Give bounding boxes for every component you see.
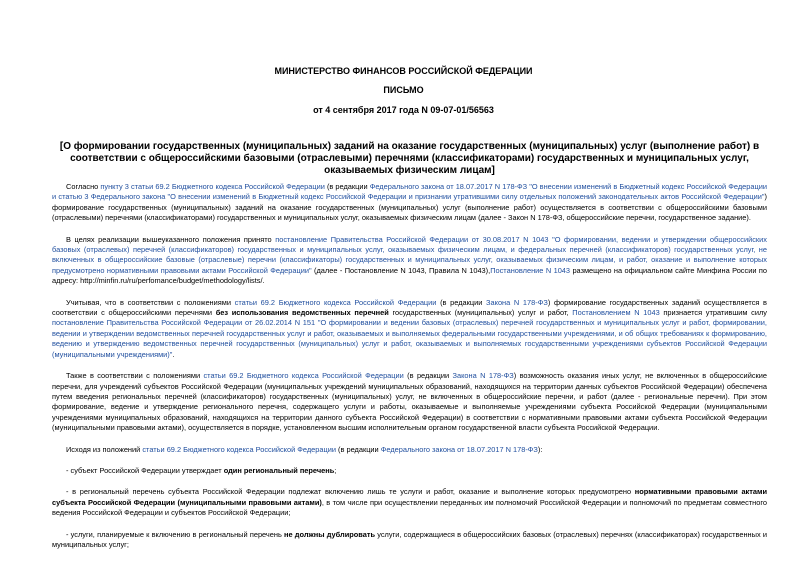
text: Также в соответствии с положениями: [66, 371, 204, 381]
text: ;: [334, 465, 337, 475]
ministry-heading: МИНИСТЕРСТВО ФИНАНСОВ РОССИЙСКОЙ ФЕДЕРАЦИИ: [274, 66, 533, 76]
link-resolution-151[interactable]: постановление Правительства Российской Федерации от 26.02.2014 N 151 "О формировании и ведении базовых (отраслевых) перечней государственных и муниципальных услуг и работ, формировании, ведении и утверждении ведомственных перечней государственных услуг и работ, оказываемых и выполняемых федеральными государственными учреждениями, и об общих требованиях к формированию, ведению и утверждению ведомственных перечней государственных (муниципальных) услуг и работ, оказываемых и выполняемых государственными учреждениями субъектов Российской Федерации (муниципальными учреждениями)": [52, 318, 767, 359]
text: - субъект Российской Федерации утверждает: [66, 465, 224, 475]
text: .: [172, 349, 175, 359]
text: Учитывая, что в соответствии с положениями: [66, 297, 235, 307]
link-law-178[interactable]: Закона N 178-ФЗ: [486, 297, 548, 307]
text: - в региональный перечень субъекта Российской Федерации подлежат включению лишь те услуги и работ, оказание и выполнение которых предусмотрено: [66, 487, 635, 497]
document-kind: ПИСЬМО: [383, 85, 424, 95]
link-budget-code-art-69-2[interactable]: статьи 69.2 Бюджетного кодекса Российской Федерации: [203, 371, 404, 381]
text: ) возможность оказания иных услуг, не включенных в общероссийские перечни, для учреждений субъектов Российской Федерации (муниципальных учреждений муниципальных образований, находящихся на территории данных субъектов Российской Федерации) обеспечена путем введения региональных перечней (классификаторов) государственных (муниципальных) услуг, не включенных в общероссийские перечни, и работ (далее - региональные перечни). При этом формирование, ведение и утверждение регионального перечня, содержащего услуги и работы, оказываемые и выполняемые учреждениями субъекта Российской Федерации (муниципальными учреждениями муниципальных образований, находящихся на территории данного субъекта Российской Федерации) в соответствии с нормативными правовыми актами субъекта Российской Федерации (муниципальными правовыми актами), осуществляется в порядке, установленном высшим исполнительным органом государственной власти субъекта Российской Федерации.: [52, 371, 767, 433]
text: услуги, содержащиеся в общероссийских базовых (отраслевых) перечнях (классификаторах) государственных и муниципальных услуг;: [52, 529, 767, 549]
text: (далее - Постановление N 1043, Правила N 1043),: [311, 265, 491, 275]
text: ) формирование государственных (муниципальных) заданий на оказание государственных (муниципальных) услуг (выполнение работ) осуществляется в соответствии с общероссийскими базовыми (отраслевыми) перечнями (классификаторами) государственных и муниципальных услуг, оказываемых физическим лицам (далее - Закон N 178-ФЗ, общероссийские перечни, государственное задание).: [52, 192, 767, 223]
paragraph-4: [52, 371, 767, 433]
link-budget-code-art-69-2[interactable]: статьи 69.2 Бюджетного кодекса Российской Федерации: [234, 297, 437, 307]
paragraph-7: [52, 487, 767, 518]
link-resolution-1043-short[interactable]: Постановление N 1043: [490, 265, 571, 275]
text: размещено на официальном сайте Минфина России по адресу: http://minfin.ru/ru/perfomance/budget/methodology/lists/.: [52, 265, 767, 286]
text: государственных (муниципальных) услуг и работ,: [388, 308, 573, 318]
document-body: [52, 182, 767, 561]
text: (в редакции: [436, 297, 487, 307]
text: , в том числе при осуществлении переданных им полномочий Российской Федерации и полномочий по предметам совместного ведения Российской Федерации и субъектов Российской Федерации;: [52, 497, 767, 518]
link-law-178[interactable]: Закона N 178-ФЗ: [452, 371, 514, 381]
link-budget-code-art-69-2[interactable]: статьи 69.2 Бюджетного кодекса Российской Федерации: [142, 444, 336, 454]
link-budget-code-art-69-2-p3[interactable]: пункту 3 статьи 69.2 Бюджетного кодекса Российской Федерации: [100, 182, 325, 191]
document-date-number: от 4 сентября 2017 года N 09-07-01/56563: [313, 105, 494, 115]
text: Согласно: [66, 182, 101, 191]
paragraph-5: [52, 445, 767, 455]
paragraph-6: [52, 466, 767, 476]
paragraph-8: [52, 530, 767, 551]
text: ) формирование государственных заданий осуществляется в соответствии с общероссийскими перечнями: [52, 297, 767, 318]
text: (в редакции: [335, 444, 381, 454]
text: (в редакции: [324, 182, 370, 191]
link-resolution-1043-instr[interactable]: Постановлением N 1043: [572, 308, 660, 318]
text: (в редакции: [403, 371, 453, 381]
text: - услуги, планируемые к включению в региональный перечень: [66, 529, 285, 539]
document-title: [О формировании государственных (муниципальных) заданий на оказание государственных (муниципальных) услуг (выполнение работ) в соответствии с общероссийскими базовыми (отраслевыми) перечнями (классификаторами) государственных и муниципальных услуг, оказываемых физическим лицам]: [59, 141, 760, 176]
text: ):: [537, 444, 543, 454]
link-resolution-1043[interactable]: постановление Правительства Российской Федерации от 30.08.2017 N 1043 "О формировании, ведении и утверждении общероссийских базовых (отраслевых) перечней (классификаторов) государственных и муниципальных услуг, оказываемых физическим лицам, и федеральных перечней (классификаторов) государственных услуг, не включенных в общероссийские базовые (отраслевые) перечни (классификаторы) государственных и муниципальных услуг, оказываемых физическим лицам, и работ, оказание и выполнение которых предусмотрено нормативными правовыми актами Российской Федерации": [52, 234, 767, 275]
bold-text: не должны дублировать: [284, 529, 375, 539]
paragraph-3: [52, 298, 767, 360]
link-federal-law-178[interactable]: Федерального закона от 18.07.2017 N 178-ФЗ "О внесении изменений в Бюджетный кодекс Российской Федерации и статью 3 Федерального закона "О внесении изменений в Бюджетный кодекс Российской Федерации и признании утратившими силу отдельных положений законодательных актов Российской Федерации": [52, 182, 767, 202]
bold-text: без использования ведомственных перечней: [215, 308, 389, 318]
bold-text: один региональный перечень: [223, 465, 335, 475]
paragraph-2: [52, 235, 767, 287]
link-federal-law-178[interactable]: Федерального закона от 18.07.2017 N 178-ФЗ: [380, 444, 538, 454]
text: В целях реализации вышеуказанного положения принято: [66, 234, 276, 244]
text: Исходя из положений: [66, 444, 143, 454]
bold-text: нормативными правовыми актами субъекта Российской Федерации (муниципальными правовыми актами): [52, 487, 767, 507]
text: признается утратившим силу: [659, 308, 767, 318]
paragraph-1: [52, 182, 767, 224]
